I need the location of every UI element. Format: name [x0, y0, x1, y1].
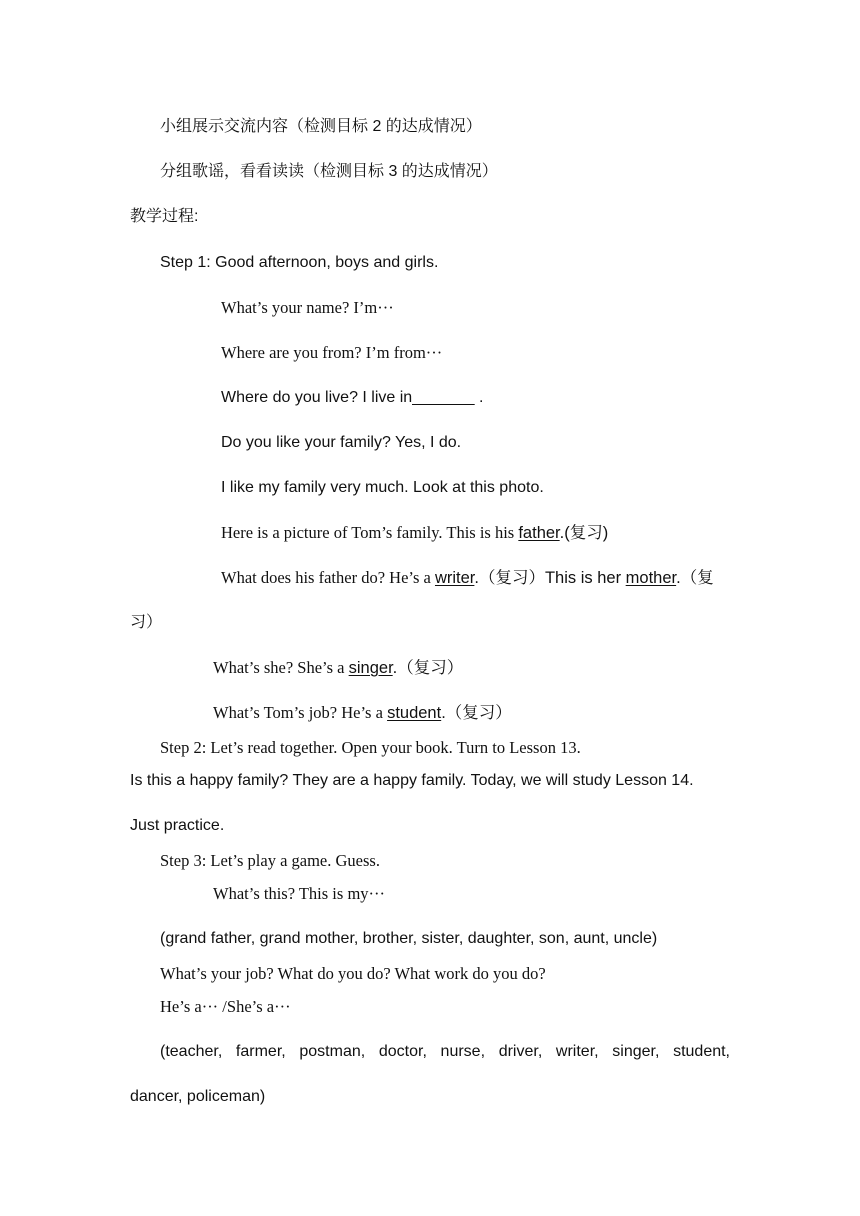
- dialogue-family-line: Do you like your family? Yes, I do.: [221, 434, 462, 451]
- check-target-2-line: 小组展示交流内容（检测目标 2 的达成情况）: [160, 118, 482, 135]
- review-note-start: .（复: [676, 569, 714, 587]
- teaching-process-heading: 教学过程:: [130, 208, 199, 225]
- father-word: father: [518, 524, 560, 542]
- job-words-line: (teacher, farmer, postman, doctor, nurse, driver, writer, singer, student,: [160, 1043, 730, 1060]
- picture-line: [221, 523, 608, 543]
- father-job-line: [221, 568, 714, 588]
- review-note: .(复习): [559, 524, 609, 542]
- review-note: .（复习）: [441, 704, 512, 722]
- student-line: [213, 703, 512, 723]
- dialogue-photo-line: I like my family very much. Look at this photo.: [221, 479, 544, 496]
- singer-question: What’s she? She’s a: [213, 658, 349, 677]
- father-job-text: What does his father do? He’s a: [221, 568, 435, 587]
- mother-intro-text: .（复习）This is her: [474, 569, 626, 587]
- happy-family-line: Is this a happy family? They are a happy family. Today, we will study Lesson 14.: [130, 772, 694, 789]
- guess-question-line: What’s this? This is my···: [213, 884, 386, 903]
- picture-text: Here is a picture of Tom’s family. This is his: [221, 523, 519, 542]
- job-answer-line: He’s a··· /She’s a···: [160, 997, 291, 1016]
- job-question-line: What’s your job? What do you do? What work do you do?: [160, 964, 546, 983]
- review-note: .（复习）: [392, 659, 464, 677]
- writer-word: writer: [434, 569, 475, 587]
- student-word: student: [387, 704, 442, 722]
- student-question: What’s Tom’s job? He’s a: [213, 703, 388, 722]
- singer-line: [213, 658, 463, 678]
- check-target-3-line: 分组歌谣，看看读读（检测目标 3 的达成情况）: [160, 163, 498, 180]
- job-words-line-end: dancer, policeman): [130, 1088, 266, 1105]
- review-note-end: 习）: [130, 614, 163, 631]
- family-words-line: (grand father, grand mother, brother, sister, daughter, son, aunt, uncle): [160, 930, 658, 947]
- step-2-line: Step 2: Let’s read together. Open your book. Turn to Lesson 13.: [160, 738, 581, 757]
- singer-word: singer: [348, 659, 393, 677]
- step-3-line: Step 3: Let’s play a game. Guess.: [160, 851, 380, 870]
- dialogue-from-line: Where are you from? I’m from···: [221, 343, 443, 362]
- dialogue-live-line: Where do you live? I live in_______ .: [221, 389, 484, 406]
- just-practice-line: Just practice.: [130, 817, 225, 834]
- dialogue-name-line: What’s your name? I’m···: [221, 298, 394, 317]
- mother-word: mother: [625, 569, 677, 587]
- step-1-line: Step 1: Good afternoon, boys and girls.: [160, 254, 439, 271]
